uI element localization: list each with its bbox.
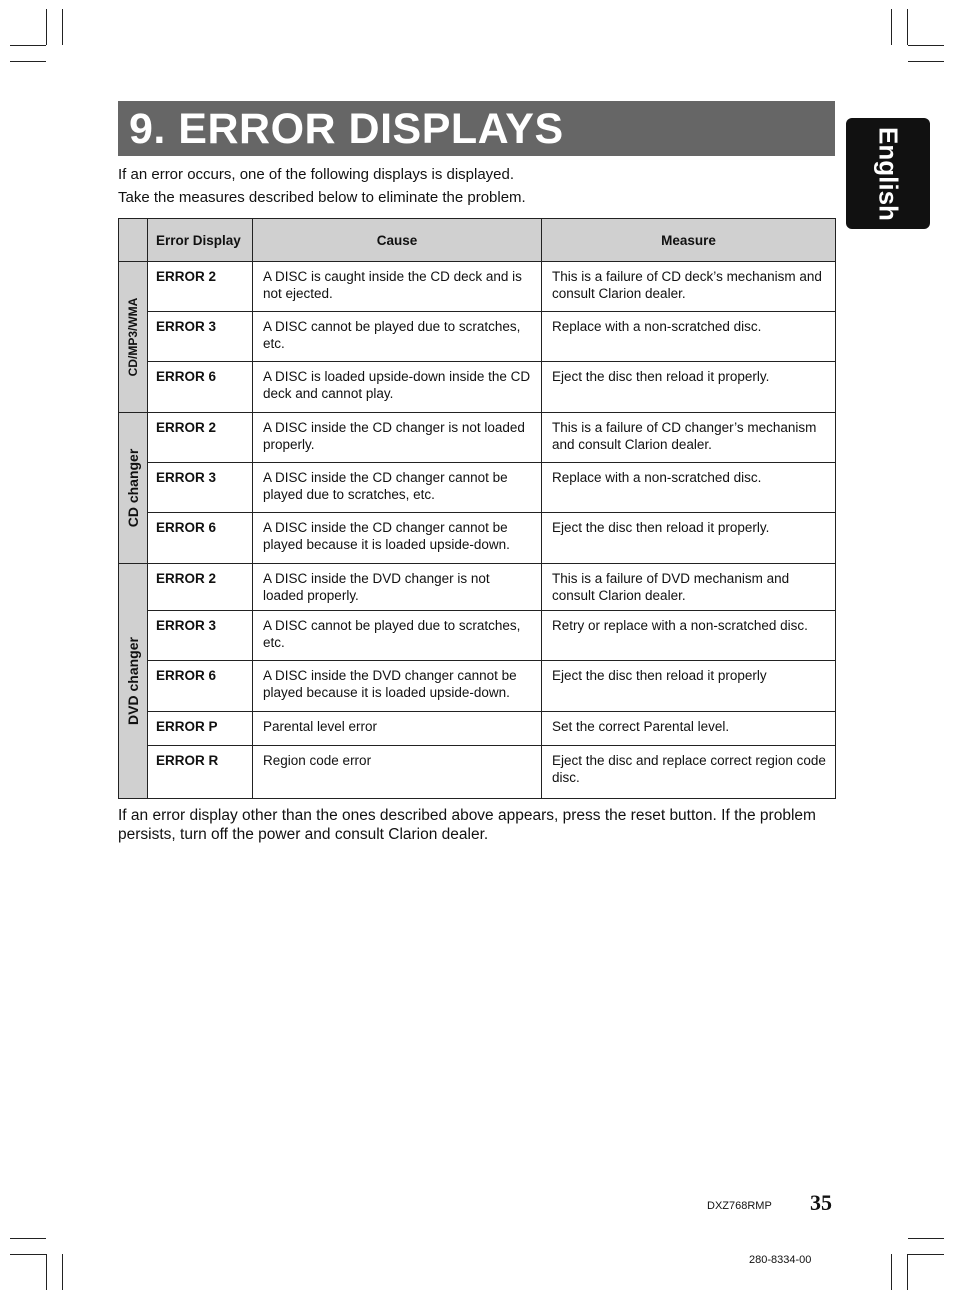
error-cause: A DISC cannot be played due to scratches, etc. xyxy=(253,312,542,362)
error-code: ERROR R xyxy=(148,746,253,799)
group-label: CD changer xyxy=(125,448,141,528)
error-code: ERROR 6 xyxy=(148,661,253,712)
error-code: ERROR 2 xyxy=(148,262,253,312)
crop-mark xyxy=(907,1254,908,1290)
error-code: ERROR P xyxy=(148,712,253,746)
table-row xyxy=(119,262,836,312)
table-row xyxy=(119,564,836,611)
page-number: 35 xyxy=(810,1190,832,1215)
error-measure: This is a failure of DVD mechanism and consult Clarion dealer. xyxy=(542,564,836,611)
intro-line-2: Take the measures described below to eliminate the problem. xyxy=(118,189,526,206)
footnote-text: If an error display other than the ones described above appears, press the reset button. If the problem persists, turn off the power and consult Clarion dealer. xyxy=(118,807,816,843)
crop-mark xyxy=(908,1254,944,1255)
crop-mark xyxy=(891,1254,892,1290)
error-code: ERROR 2 xyxy=(148,564,253,611)
error-cause: A DISC inside the DVD changer cannot be played because it is loaded upside-down. xyxy=(253,661,542,712)
error-measure: Retry or replace with a non-scratched disc. xyxy=(542,611,836,661)
section-title-bar xyxy=(118,101,835,156)
language-tab-label: English xyxy=(873,127,904,221)
header-measure: Measure xyxy=(542,219,836,262)
error-measure: Eject the disc then reload it properly. xyxy=(542,362,836,413)
crop-mark xyxy=(10,45,46,46)
crop-mark xyxy=(908,61,944,62)
error-measure: This is a failure of CD deck’s mechanism and consult Clarion dealer. xyxy=(542,262,836,312)
error-measure: Set the correct Parental level. xyxy=(542,712,836,746)
error-cause: A DISC is loaded upside-down inside the CD deck and cannot play. xyxy=(253,362,542,413)
table-row xyxy=(119,513,836,564)
group-header-cell xyxy=(119,219,148,262)
error-code: ERROR 6 xyxy=(148,362,253,413)
table-header-row xyxy=(119,219,836,262)
error-code: ERROR 2 xyxy=(148,413,253,463)
error-measure: Eject the disc and replace correct region code disc. xyxy=(542,746,836,799)
crop-mark xyxy=(46,1254,47,1290)
crop-mark xyxy=(62,9,63,45)
group-cell-cd-mp3-wma xyxy=(119,262,148,413)
model-number: DXZ768RMP xyxy=(707,1200,772,1212)
crop-mark xyxy=(46,9,47,45)
header-cause: Cause xyxy=(253,219,542,262)
group-cell-dvd-changer xyxy=(119,564,148,799)
error-measure: Eject the disc then reload it properly. xyxy=(542,513,836,564)
table-row xyxy=(119,661,836,712)
language-tab xyxy=(846,118,930,229)
table-row xyxy=(119,413,836,463)
error-code: ERROR 3 xyxy=(148,611,253,661)
error-cause: A DISC inside the DVD changer is not loaded properly. xyxy=(253,564,542,611)
error-table xyxy=(118,218,836,799)
crop-mark xyxy=(10,1254,46,1255)
group-label: DVD changer xyxy=(125,637,141,725)
table-row xyxy=(119,463,836,513)
error-cause: A DISC is caught inside the CD deck and is not ejected. xyxy=(253,262,542,312)
crop-mark xyxy=(908,45,944,46)
error-cause: A DISC inside the CD changer is not loaded properly. xyxy=(253,413,542,463)
error-code: ERROR 3 xyxy=(148,463,253,513)
table-row xyxy=(119,312,836,362)
crop-mark xyxy=(62,1254,63,1290)
error-cause: A DISC cannot be played due to scratches, etc. xyxy=(253,611,542,661)
part-number: 280-8334-00 xyxy=(749,1254,812,1266)
table-row xyxy=(119,362,836,413)
error-cause: A DISC inside the CD changer cannot be played due to scratches, etc. xyxy=(253,463,542,513)
group-cell-cd-changer xyxy=(119,413,148,564)
table-row xyxy=(119,712,836,746)
error-code: ERROR 6 xyxy=(148,513,253,564)
error-cause: A DISC inside the CD changer cannot be played because it is loaded upside-down. xyxy=(253,513,542,564)
error-measure: Eject the disc then reload it properly xyxy=(542,661,836,712)
error-measure: Replace with a non-scratched disc. xyxy=(542,312,836,362)
table-row xyxy=(119,746,836,799)
header-error-display: Error Display xyxy=(148,219,253,262)
error-code: ERROR 3 xyxy=(148,312,253,362)
crop-mark xyxy=(891,9,892,45)
crop-mark xyxy=(10,1238,46,1239)
error-cause: Parental level error xyxy=(253,712,542,746)
error-measure: Replace with a non-scratched disc. xyxy=(542,463,836,513)
error-measure: This is a failure of CD changer’s mechanism and consult Clarion dealer. xyxy=(542,413,836,463)
error-cause: Region code error xyxy=(253,746,542,799)
crop-mark xyxy=(907,9,908,45)
crop-mark xyxy=(10,61,46,62)
crop-mark xyxy=(908,1238,944,1239)
intro-line-1: If an error occurs, one of the following displays is displayed. xyxy=(118,166,515,183)
group-label: CD/MP3/WMA xyxy=(126,297,140,377)
table-row xyxy=(119,611,836,661)
page-title: 9. ERROR DISPLAYS xyxy=(129,105,564,153)
